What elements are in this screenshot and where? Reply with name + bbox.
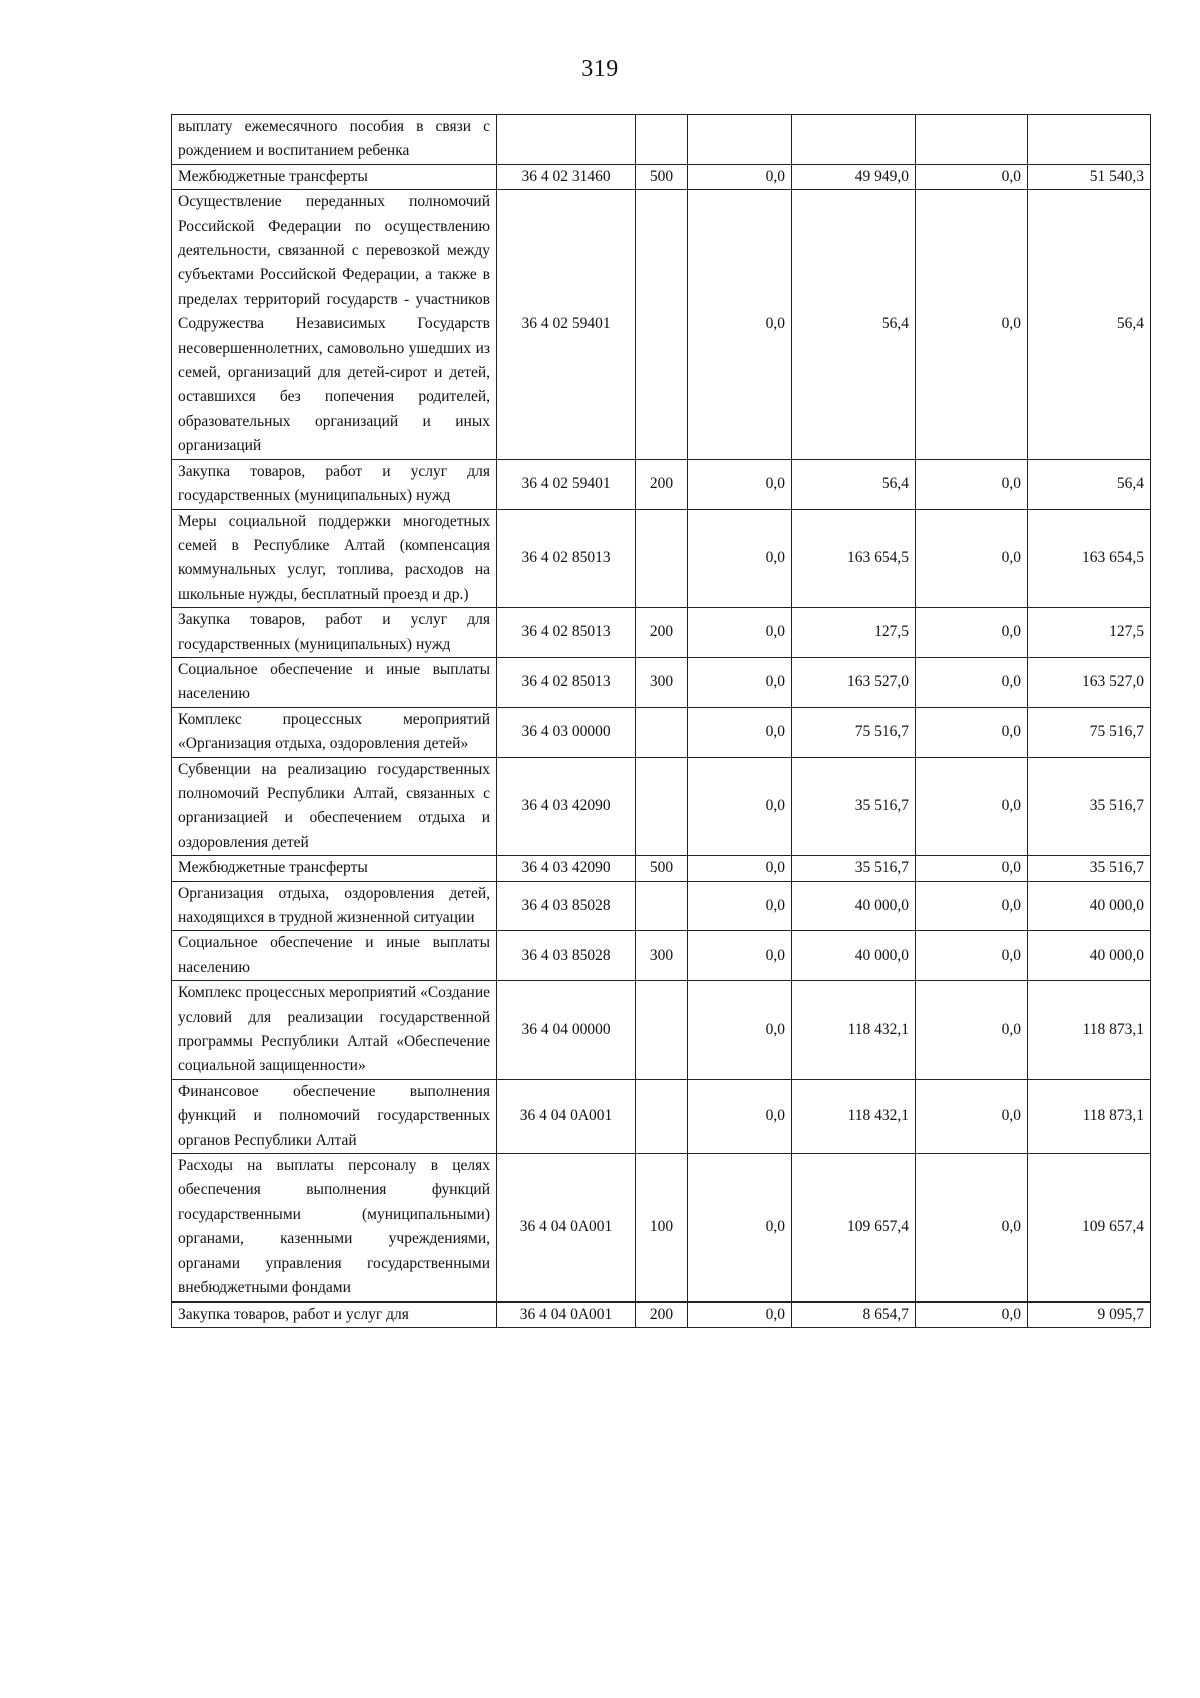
target-code-cell: 36 4 03 00000 [497, 707, 636, 757]
amount-cell-1: 0,0 [688, 757, 792, 856]
amount-cell-2: 49 949,0 [792, 164, 916, 189]
amount-cell-1: 0,0 [688, 981, 792, 1080]
amount-cell-2: 40 000,0 [792, 881, 916, 931]
expense-name-cell: Закупка товаров, работ и услуг для государственных (муниципальных) нужд [172, 608, 497, 658]
expense-type-cell: 200 [636, 459, 688, 509]
amount-cell-3: 0,0 [916, 931, 1028, 981]
amount-cell-1: 0,0 [688, 1079, 792, 1153]
budget-table [171, 114, 1151, 1328]
amount-cell-2: 8 654,7 [792, 1302, 916, 1328]
target-code-cell: 36 4 02 59401 [497, 459, 636, 509]
amount-cell-1: 0,0 [688, 509, 792, 608]
expense-name-cell: Социальное обеспечение и иные выплаты населению [172, 657, 497, 707]
amount-cell-2: 118 432,1 [792, 981, 916, 1080]
amount-cell-4: 118 873,1 [1028, 981, 1151, 1080]
table-row [172, 981, 1151, 1080]
amount-cell-1: 0,0 [688, 707, 792, 757]
amount-cell-1: 0,0 [688, 164, 792, 189]
amount-cell-4: 35 516,7 [1028, 757, 1151, 856]
expense-type-cell: 200 [636, 1302, 688, 1328]
amount-cell-3: 0,0 [916, 459, 1028, 509]
amount-cell-2: 127,5 [792, 608, 916, 658]
amount-cell-3: 0,0 [916, 881, 1028, 931]
amount-cell-4: 51 540,3 [1028, 164, 1151, 189]
expense-type-cell [636, 707, 688, 757]
amount-cell-2: 35 516,7 [792, 856, 916, 881]
amount-cell-2: 56,4 [792, 190, 916, 459]
amount-cell-3: 0,0 [916, 856, 1028, 881]
table-row [172, 657, 1151, 707]
expense-name-cell: Организация отдыха, оздоровления детей, находящихся в трудной жизненной ситуации [172, 881, 497, 931]
amount-cell-4: 163 654,5 [1028, 509, 1151, 608]
amount-cell-3 [916, 115, 1028, 165]
target-code-cell: 36 4 02 59401 [497, 190, 636, 459]
amount-cell-4: 75 516,7 [1028, 707, 1151, 757]
expense-type-cell [636, 509, 688, 608]
amount-cell-4 [1028, 115, 1151, 165]
amount-cell-2: 118 432,1 [792, 1079, 916, 1153]
amount-cell-3: 0,0 [916, 509, 1028, 608]
target-code-cell [497, 115, 636, 165]
amount-cell-3: 0,0 [916, 1302, 1028, 1328]
amount-cell-1: 0,0 [688, 1154, 792, 1302]
amount-cell-3: 0,0 [916, 608, 1028, 658]
target-code-cell: 36 4 04 0А001 [497, 1302, 636, 1328]
target-code-cell: 36 4 04 0А001 [497, 1079, 636, 1153]
amount-cell-4: 109 657,4 [1028, 1154, 1151, 1302]
table-row [172, 1154, 1151, 1302]
expense-type-cell [636, 981, 688, 1080]
amount-cell-4: 127,5 [1028, 608, 1151, 658]
expense-name-cell: Межбюджетные трансферты [172, 164, 497, 189]
amount-cell-1: 0,0 [688, 190, 792, 459]
amount-cell-4: 9 095,7 [1028, 1302, 1151, 1328]
table-row [172, 164, 1151, 189]
amount-cell-2: 109 657,4 [792, 1154, 916, 1302]
amount-cell-1: 0,0 [688, 459, 792, 509]
expense-name-cell: Меры социальной поддержки многодетных семей в Республике Алтай (компенсация коммунальных услуг, топлива, расходов на школьные нужды, бесплатный проезд и др.) [172, 509, 497, 608]
amount-cell-1: 0,0 [688, 1302, 792, 1328]
table-row [172, 509, 1151, 608]
expense-type-cell [636, 1079, 688, 1153]
expense-name-cell: Финансовое обеспечение выполнения функций и полномочий государственных органов Республики Алтай [172, 1079, 497, 1153]
target-code-cell: 36 4 02 85013 [497, 509, 636, 608]
amount-cell-4: 56,4 [1028, 190, 1151, 459]
expense-type-cell [636, 881, 688, 931]
amount-cell-2: 163 527,0 [792, 657, 916, 707]
amount-cell-3: 0,0 [916, 981, 1028, 1080]
table-row [172, 115, 1151, 165]
table-row [172, 707, 1151, 757]
expense-type-cell: 200 [636, 608, 688, 658]
amount-cell-3: 0,0 [916, 657, 1028, 707]
amount-cell-1: 0,0 [688, 657, 792, 707]
expense-name-cell: Закупка товаров, работ и услуг для [172, 1302, 497, 1328]
amount-cell-3: 0,0 [916, 757, 1028, 856]
expense-type-cell [636, 115, 688, 165]
table-row [172, 459, 1151, 509]
table-row [172, 608, 1151, 658]
target-code-cell: 36 4 02 31460 [497, 164, 636, 189]
expense-name-cell: Комплекс процессных мероприятий «Организация отдыха, оздоровления детей» [172, 707, 497, 757]
amount-cell-3: 0,0 [916, 1154, 1028, 1302]
amount-cell-2: 163 654,5 [792, 509, 916, 608]
expense-name-cell: Осуществление переданных полномочий Российской Федерации по осуществлению деятельности, связанной с перевозкой между субъектами Российской Федерации, а также в пределах территорий государств - участников Содружества Независимых Государств несовершеннолетних, самовольно ушедших из семей, организаций для детей-сирот и детей, оставшихся без попечения родителей, образовательных организаций и иных организаций [172, 190, 497, 459]
table-row [172, 1302, 1151, 1328]
expense-name-cell: Межбюджетные трансферты [172, 856, 497, 881]
expense-name-cell: Расходы на выплаты персоналу в целях обеспечения выполнения функций государственными (муниципальными) органами, казенными учреждениями, органами управления государственными внебюджетными фондами [172, 1154, 497, 1302]
expense-type-cell: 300 [636, 931, 688, 981]
target-code-cell: 36 4 02 85013 [497, 657, 636, 707]
amount-cell-4: 40 000,0 [1028, 931, 1151, 981]
expense-type-cell [636, 190, 688, 459]
expense-type-cell: 500 [636, 164, 688, 189]
page-number: 319 [581, 56, 619, 82]
expense-name-cell: Социальное обеспечение и иные выплаты населению [172, 931, 497, 981]
target-code-cell: 36 4 02 85013 [497, 608, 636, 658]
expense-type-cell: 100 [636, 1154, 688, 1302]
target-code-cell: 36 4 04 0А001 [497, 1154, 636, 1302]
amount-cell-1: 0,0 [688, 881, 792, 931]
amount-cell-2: 75 516,7 [792, 707, 916, 757]
amount-cell-3: 0,0 [916, 1079, 1028, 1153]
expense-name-cell: Закупка товаров, работ и услуг для государственных (муниципальных) нужд [172, 459, 497, 509]
amount-cell-4: 163 527,0 [1028, 657, 1151, 707]
amount-cell-3: 0,0 [916, 190, 1028, 459]
amount-cell-2: 56,4 [792, 459, 916, 509]
target-code-cell: 36 4 03 42090 [497, 757, 636, 856]
expense-name-cell: Субвенции на реализацию государственных полномочий Республики Алтай, связанных с организацией и обеспечением отдыха и оздоровления детей [172, 757, 497, 856]
amount-cell-3: 0,0 [916, 164, 1028, 189]
amount-cell-4: 35 516,7 [1028, 856, 1151, 881]
amount-cell-1: 0,0 [688, 931, 792, 981]
amount-cell-4: 118 873,1 [1028, 1079, 1151, 1153]
table-row [172, 931, 1151, 981]
amount-cell-3: 0,0 [916, 707, 1028, 757]
target-code-cell: 36 4 03 85028 [497, 881, 636, 931]
amount-cell-2: 40 000,0 [792, 931, 916, 981]
table-row [172, 190, 1151, 459]
target-code-cell: 36 4 03 85028 [497, 931, 636, 981]
table-row [172, 1079, 1151, 1153]
amount-cell-2 [792, 115, 916, 165]
target-code-cell: 36 4 04 00000 [497, 981, 636, 1080]
table-row [172, 881, 1151, 931]
target-code-cell: 36 4 03 42090 [497, 856, 636, 881]
expense-type-cell: 500 [636, 856, 688, 881]
amount-cell-1: 0,0 [688, 856, 792, 881]
amount-cell-4: 40 000,0 [1028, 881, 1151, 931]
amount-cell-1: 0,0 [688, 608, 792, 658]
table-row [172, 757, 1151, 856]
table-row [172, 856, 1151, 881]
expense-name-cell: выплату ежемесячного пособия в связи с рождением и воспитанием ребенка [172, 115, 497, 165]
amount-cell-1 [688, 115, 792, 165]
expense-type-cell: 300 [636, 657, 688, 707]
expense-type-cell [636, 757, 688, 856]
amount-cell-4: 56,4 [1028, 459, 1151, 509]
amount-cell-2: 35 516,7 [792, 757, 916, 856]
expense-name-cell: Комплекс процессных мероприятий «Создание условий для реализации государственной программы Республики Алтай «Обеспечение социальной защищенности» [172, 981, 497, 1080]
